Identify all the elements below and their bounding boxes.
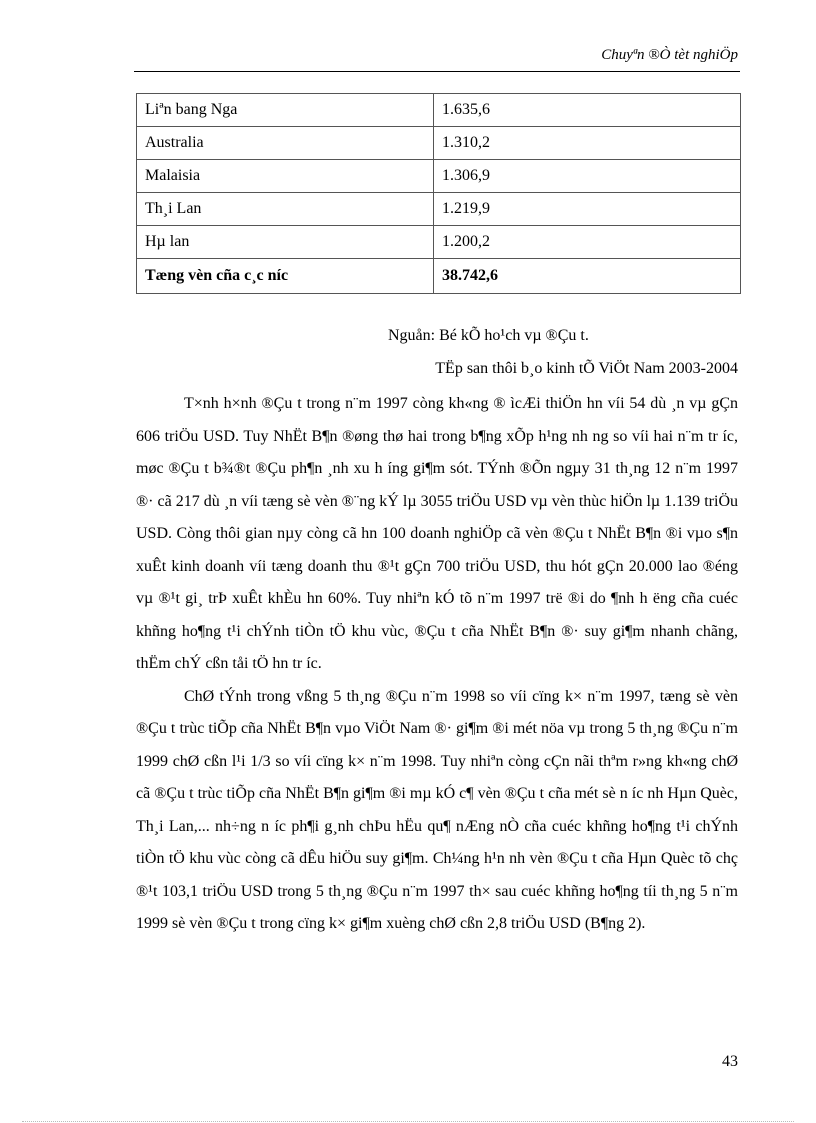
paragraph: T×nh h×nh ®Çu t trong n¨m 1997 còng kh«ng ® ìcÆi thiÖn hn víi 54 dù ¸n vµ gÇn 606 triÖu USD. Tuy NhËt B¶n ®øng thø hai trong b¶ng xÕp h¹ng nh ng so víi hai n¨m tr íc, møc ®Çu t b¾®t ®Çu ph¶n ¸nh xu h íng gi¶m sót. TÝnh ®Õn ngµy 31 th¸ng 12 n¨m 1997 ®· cã 217 dù ¸n víi tæng sè vèn ®¨ng kÝ lµ 3055 triÖu USD vµ vèn thùc hiÖn lµ 1.139 triÖu USD. Còng thôi gian nµy còng cã hn 100 doanh nghiÖp cã vèn ®Çu t NhËt B¶n ®i vµo s¶n xuÊt kinh doanh víi tæng doanh thu ®¹t gÇn 700 triÖu USD, thu hót gÇn 20.000 lao ®éng vµ ®¹t gi¸ trÞ xuÊt khÈu hn 60%. Tuy nhiªn kÓ tõ n¨m 1997 trë ®i do ¶nh h ëng cña cuéc khñng ho¶ng t¹i chÝnh tiÒn tÖ khu vùc, ®Çu t cña NhËt B¶n ®· suy gi¶m nhanh chãng, thËm chÝ cßn tåi tÖ hn tr íc. (136, 395, 738, 672)
body-text (136, 388, 738, 941)
page-bottom-border (22, 1121, 794, 1122)
running-header: Chuyªn ®Ò tèt nghiÖp (601, 47, 738, 63)
value-cell: 1.219,9 (434, 193, 741, 226)
country-cell: Liªn bang Nga (137, 94, 434, 127)
value-cell: 1.310,2 (434, 127, 741, 160)
table-row (137, 226, 741, 259)
value-cell: 1.635,6 (434, 94, 741, 127)
header-rule (134, 71, 740, 72)
country-cell: Australia (137, 127, 434, 160)
value-cell: 1.200,2 (434, 226, 741, 259)
country-cell: Hµ lan (137, 226, 434, 259)
table-row (137, 193, 741, 226)
table-total-row (137, 259, 741, 294)
source-line-2: TËp san thôi b¸o kinh tÕ ViÖt Nam 2003-2004 (435, 360, 738, 377)
paragraph: ChØ tÝnh trong vßng 5 th¸ng ®Çu n¨m 1998 so víi cïng k× n¨m 1997, tæng sè vèn ®Çu t trùc tiÕp cña NhËt B¶n vµo ViÖt Nam ®· gi¶m ®i mét nöa vµ trong 5 th¸ng ®Çu n¨m 1999 chØ cßn l¹i 1/3 so víi cïng k× n¨m 1998. Tuy nhiªn còng cÇn nãi thªm r»ng kh«ng chØ cã ®Çu t trùc tiÕp cña NhËt B¶n gi¶m ®i mµ kÓ c¶ vèn ®Çu t cña mét sè n íc nh Hµn Quèc, Th¸i Lan,... nh÷ng n íc ph¶i g¸nh chÞu hËu qu¶ nÆng nÒ cña cuéc khñng ho¶ng t¹i chÝnh tiÒn tÖ khu vùc còng cã dÊu hiÖu suy gi¶m. Ch¼ng h¹n nh vèn ®Çu t cña Hµn Quèc tõ chç ®¹t 103,1 triÖu USD trong 5 th¸ng ®Çu n¨m 1997 th× sau cuéc khñng ho¶ng tíi th¸ng 5 n¨m 1999 sè vèn ®Çu t trong cïng k× gi¶m xuèng chØ cßn 2,8 triÖu USD (B¶ng 2). (136, 687, 738, 932)
total-value-cell: 38.742,6 (434, 259, 741, 294)
investment-table (136, 93, 741, 294)
page-number: 43 (722, 1053, 738, 1070)
table-row (137, 127, 741, 160)
table-row (137, 94, 741, 127)
table-row (137, 160, 741, 193)
source-line-1: Nguån: Bé kÕ ho¹ch vµ ®Çu t. (388, 327, 589, 344)
country-cell: Malaisia (137, 160, 434, 193)
value-cell: 1.306,9 (434, 160, 741, 193)
total-label-cell: Tæng vèn cña c¸c níc (137, 259, 434, 294)
country-cell: Th¸i Lan (137, 193, 434, 226)
